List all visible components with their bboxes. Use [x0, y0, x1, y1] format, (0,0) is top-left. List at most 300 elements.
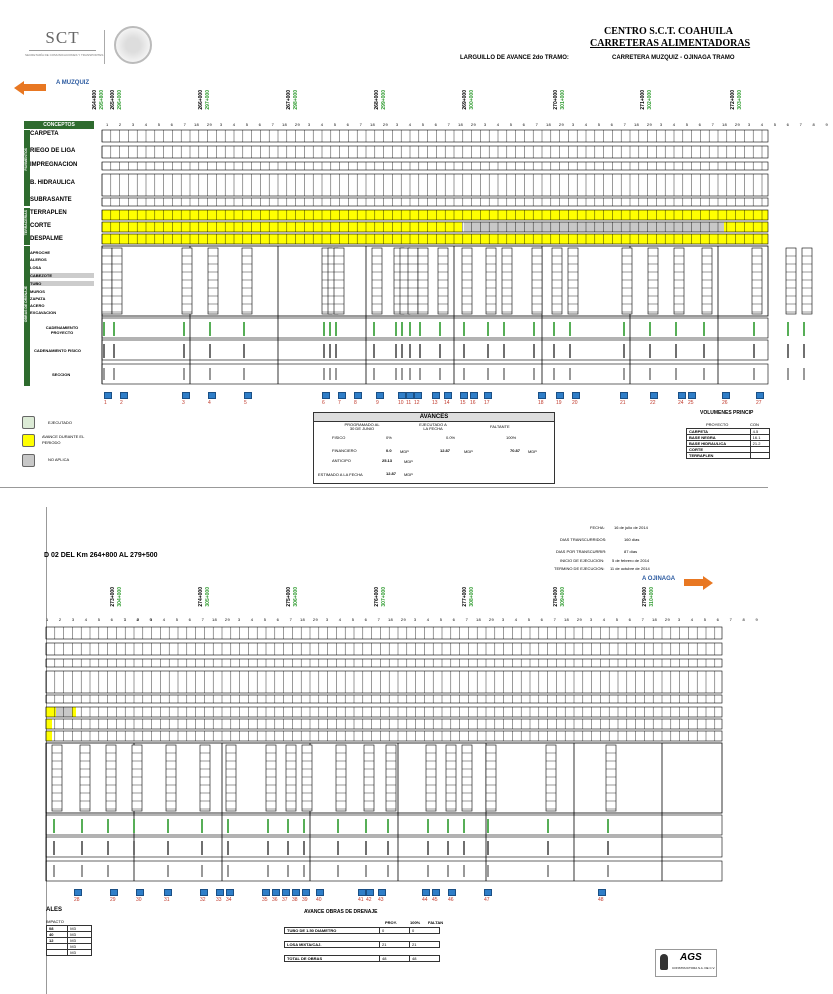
- obra-marker-icon: [460, 392, 468, 399]
- termino-label: TERMINO DE EJECUCION:: [554, 566, 605, 571]
- obra-marker-icon: [406, 392, 414, 399]
- obra-number: 34: [226, 897, 232, 903]
- obra-marker-icon: [414, 392, 422, 399]
- grid-row: [102, 198, 768, 206]
- km-black: 265+000: [110, 90, 116, 110]
- obra-marker-icon: [110, 889, 118, 896]
- vol2-a: [47, 950, 68, 956]
- obra-number: 1: [104, 400, 107, 406]
- drenaje-cabezote: CABEZOTE: [30, 273, 94, 278]
- km-label: [553, 90, 566, 110]
- obra-marker-icon: [398, 392, 406, 399]
- cad-proyecto-label: CADENAMIENTO PROYECTO: [45, 325, 79, 335]
- financiero-label: FINANCIERO: [332, 448, 357, 453]
- direction-left-label: A MUZQUIZ: [56, 80, 90, 86]
- obra-number: 41: [358, 897, 364, 903]
- obra-marker-icon: [136, 889, 144, 896]
- km-green: 310+000: [649, 587, 655, 607]
- fecha-val: 16 de julio de 2014: [614, 525, 648, 530]
- legend-avance-swatch: [22, 434, 35, 447]
- dept-title: CARRETERAS ALIMENTADORAS: [590, 38, 751, 49]
- subtick-labels: 1 2 3 4 5 6 7 8 9: [300, 617, 411, 622]
- concept-despalme: DESPALME: [30, 236, 63, 242]
- km-label: [286, 587, 299, 607]
- volumenes-title-cont: ALES: [46, 907, 63, 913]
- left-arrow-icon: [14, 81, 24, 95]
- obra-marker-icon: [756, 392, 764, 399]
- dren-b: 21: [410, 942, 440, 948]
- obra-marker-icon: [208, 392, 216, 399]
- obra-marker-icon: [422, 889, 430, 896]
- fisico-ejec: 0.0%: [446, 435, 456, 440]
- km-green: 300+000: [469, 90, 475, 110]
- obra-number: 25: [688, 400, 694, 406]
- progress-fill-grey: [56, 707, 72, 717]
- obra-number: 13: [432, 400, 438, 406]
- obra-marker-icon: [722, 392, 730, 399]
- obra-number: 45: [432, 897, 438, 903]
- km-label: [730, 90, 743, 110]
- dias-falt-val: 87 días: [624, 549, 638, 554]
- grid-row: [102, 146, 768, 158]
- obra-number: 8: [354, 400, 357, 406]
- obra-number: 20: [572, 400, 578, 406]
- volumenes-col-con: CON: [750, 422, 759, 427]
- km-green: 296+000: [117, 90, 123, 110]
- obra-number: 26: [722, 400, 728, 406]
- dren-a: 21: [380, 942, 410, 948]
- seccion-row: [46, 861, 722, 881]
- obra-number: 11: [406, 400, 412, 406]
- obra-number: 14: [444, 400, 450, 406]
- grid-row: [46, 671, 722, 693]
- obra-marker-icon: [572, 392, 580, 399]
- volumenes-col-impacto: IMPACTO: [46, 919, 64, 924]
- km-black: 276+000: [374, 587, 380, 607]
- conceptos-header: CONCEPTOS: [24, 121, 94, 129]
- grid-row: [46, 731, 722, 741]
- cad-fisico-row: [102, 340, 768, 360]
- obra-number: 27: [756, 400, 762, 406]
- company-helmet-icon: [660, 954, 668, 970]
- cad-fisico-row: [46, 837, 722, 857]
- obra-number: 48: [598, 897, 604, 903]
- dren-a: 48: [380, 956, 410, 962]
- obra-number: 37: [282, 897, 288, 903]
- km-black: 272+000: [730, 90, 736, 110]
- vol-name: TERRAPLEN: [687, 453, 751, 459]
- progress-fill-yellow: [46, 719, 52, 729]
- legend-noaplica-swatch: [22, 454, 35, 467]
- drenaje-avance-title: AVANCE OBRAS DE DRENAJE: [304, 909, 378, 915]
- obra-number: 19: [556, 400, 562, 406]
- tramo-continuation: D 02 DEL Km 264+800 AL 279+500: [44, 552, 158, 559]
- vol-name: BASE HIDRAULICA: [687, 441, 751, 447]
- dren-a: 0: [380, 928, 410, 934]
- drenaje-col-faltan: FALTAN: [428, 920, 444, 925]
- obra-number: 9: [376, 400, 379, 406]
- km-green: 302+000: [647, 90, 653, 110]
- sheet-page-2: [0, 497, 768, 994]
- vol-val: [750, 453, 769, 459]
- subtick-labels: 1 2 3 4 5 6 7 8 9: [388, 617, 499, 622]
- subtick-labels: 1 2 3 4 5 6 7 8 9: [652, 617, 763, 622]
- right-arrow-bar: [684, 579, 704, 586]
- progress-grid: [24, 128, 768, 388]
- seccion-label: SECCION: [52, 372, 71, 377]
- vol-name: CARPETA: [687, 429, 751, 435]
- obra-marker-icon: [484, 392, 492, 399]
- dias-trans-label: DIAS TRANSCURRIDOS:: [560, 537, 607, 542]
- drenaje-muros: MUROS: [30, 289, 45, 294]
- obra-marker-icon: [444, 392, 452, 399]
- subtick-labels: 1 2 3 4 5 6 7 8 9: [458, 122, 569, 127]
- obra-number: 29: [110, 897, 116, 903]
- drenaje-label: OBRAS DE DRENAJE: [24, 286, 28, 323]
- mexico-seal-icon: [114, 26, 152, 64]
- volumenes-col-proyecto: PROYECTO: [706, 422, 729, 427]
- concept-impregnacion: IMPREGNACION: [30, 162, 78, 168]
- km-black: 274+000: [198, 587, 204, 607]
- subtick-labels: 1 2 3 4 5 6 7 8 9: [370, 122, 481, 127]
- obra-marker-icon: [182, 392, 190, 399]
- vol-val: 21.2: [750, 441, 769, 447]
- center-title: CENTRO S.C.T. COAHUILA: [604, 26, 733, 37]
- vol-val: 16.1: [750, 435, 769, 441]
- vol-name: CORTE: [687, 447, 751, 453]
- avances-title: AVANCES: [314, 413, 554, 422]
- dren-b: 48: [410, 956, 440, 962]
- table-row: [687, 453, 770, 459]
- carretera-title: CARRETERA MUZQUIZ - OJINAGA TRAMO: [612, 55, 735, 61]
- drenaje-acero: ACERO: [30, 303, 45, 308]
- obra-marker-icon: [484, 889, 492, 896]
- vol2-b: M3: [68, 950, 92, 956]
- financiero-prog: 0.0: [386, 448, 392, 453]
- drenaje-losa: LOSA: [30, 265, 42, 270]
- km-label: [462, 90, 475, 110]
- obra-marker-icon: [378, 889, 386, 896]
- anticipo-label: ANTICIPO: [332, 458, 351, 463]
- obra-marker-icon: [292, 889, 300, 896]
- progress-fill-yellow: [102, 234, 768, 244]
- km-black: 271+000: [640, 90, 646, 110]
- obra-number: 46: [448, 897, 454, 903]
- sct-logo-sub: SECRETARÍA DE COMUNICACIONES Y TRANSPORTES: [25, 53, 104, 57]
- progress-fill-yellow: [102, 222, 462, 232]
- km-green: 307+000: [381, 587, 387, 607]
- obra-marker-icon: [316, 889, 324, 896]
- vol-name: BASE NEGRA: [687, 435, 751, 441]
- subtick-labels: 1 2 3 4 5 6 7 8 9: [722, 122, 833, 127]
- avances-col1: PROGRAMADO AL 30 DE JUNIO: [344, 422, 380, 431]
- km-label: [110, 587, 123, 607]
- km-label: [642, 587, 655, 607]
- table-row-spacer: [285, 934, 440, 942]
- obra-number: 28: [74, 897, 80, 903]
- cad-proyecto-row: [102, 318, 768, 338]
- km-green: 295+800: [99, 90, 105, 110]
- km-black: 273+000: [110, 587, 116, 607]
- km-label: [640, 90, 653, 110]
- company-logo: [655, 949, 717, 977]
- km-green: 305+000: [205, 587, 211, 607]
- grid-row: [46, 719, 722, 729]
- subtick-labels: 1 2 3 4 5 6 7 8 9: [124, 617, 235, 622]
- anticipo-unit: MDP: [404, 459, 413, 464]
- obra-marker-icon: [678, 392, 686, 399]
- obra-marker-icon: [432, 889, 440, 896]
- grid-row: [46, 707, 722, 717]
- volumenes-table: [686, 428, 770, 459]
- obra-number: 7: [338, 400, 341, 406]
- vol2-a: 40: [47, 932, 68, 938]
- obra-marker-icon: [200, 889, 208, 896]
- km-label: [198, 587, 211, 607]
- obra-marker-icon: [376, 392, 384, 399]
- km-black: 266+000: [198, 90, 204, 110]
- progress-fill-yellow: [102, 210, 768, 220]
- obra-number: 33: [216, 897, 222, 903]
- concept-corte: CORTE: [30, 223, 51, 229]
- drenaje-col-100: 100%: [410, 920, 421, 925]
- progress-grid: [46, 625, 722, 885]
- pavimentos-label: PAVIMENTOS: [24, 148, 28, 171]
- company-sub: CONSTRUCTORA S.A. DE C.V.: [672, 966, 716, 970]
- obra-marker-icon: [620, 392, 628, 399]
- km-black: 267+000: [286, 90, 292, 110]
- subtick-labels: 1 2 3 4 5 6 7 8 9: [212, 617, 323, 622]
- obra-marker-icon: [104, 392, 112, 399]
- divider-line: [104, 30, 105, 64]
- vol2-b: M3: [68, 926, 92, 932]
- legend-avance: AVANCE DURANTE EL PERIODO: [42, 434, 85, 445]
- obra-number: 24: [678, 400, 684, 406]
- obra-number: 16: [470, 400, 476, 406]
- dren-name: TUBO DE 1.50 DIAMETRO: [285, 928, 380, 934]
- obra-marker-icon: [432, 392, 440, 399]
- obra-marker-icon: [164, 889, 172, 896]
- obra-marker-icon: [448, 889, 456, 896]
- obra-marker-icon: [354, 392, 362, 399]
- obra-number: 2: [120, 400, 123, 406]
- dias-trans-val: 160 días: [624, 537, 640, 542]
- km-black: 270+000: [553, 90, 559, 110]
- vol2-a: 08: [47, 926, 68, 932]
- obra-marker-icon: [272, 889, 280, 896]
- vol-val: 4.5: [750, 429, 769, 435]
- km-label: [374, 90, 387, 110]
- progress-fill-yellow: [46, 731, 52, 741]
- obra-number: 22: [650, 400, 656, 406]
- obra-number: 36: [272, 897, 278, 903]
- grid-row: [46, 627, 722, 639]
- progress-fill-yellow: [524, 210, 604, 220]
- km-black: 275+000: [286, 587, 292, 607]
- obra-number: 10: [398, 400, 404, 406]
- volumenes-table-cont: [46, 925, 92, 956]
- financiero-ejec-unit: MDP: [464, 449, 473, 454]
- obra-number: 17: [484, 400, 490, 406]
- estimado-label: ESTIMADO A LA FECHA: [318, 472, 363, 477]
- obra-number: 30: [136, 897, 142, 903]
- avances-col2: EJECUTADO A LA FECHA: [419, 422, 447, 431]
- fecha-label: FECHA:: [590, 525, 605, 530]
- right-arrow-icon: [703, 576, 713, 590]
- drenaje-aproche: APROCHE: [30, 250, 51, 255]
- obra-number: 38: [292, 897, 298, 903]
- drenaje-avance-table: [284, 927, 440, 962]
- km-label: [374, 587, 387, 607]
- table-row: [47, 950, 92, 956]
- km-label: [110, 90, 123, 110]
- km-label: [198, 90, 211, 110]
- cad-proyecto-row: [46, 815, 722, 835]
- obra-marker-icon: [282, 889, 290, 896]
- estimado-val: 12.87: [386, 471, 397, 476]
- drenaje-aleros: ALEROS: [30, 257, 47, 262]
- obra-marker-icon: [322, 392, 330, 399]
- vol2-b: M3: [68, 944, 92, 950]
- obra-number: 42: [366, 897, 372, 903]
- dren-b: 0: [410, 928, 440, 934]
- grid-row: [46, 643, 722, 655]
- concept-b-hidraulica: B. HIDRAULICA: [30, 180, 75, 186]
- obra-marker-icon: [120, 392, 128, 399]
- drenaje-zapata: ZAPATA: [30, 296, 46, 301]
- obra-number: 5: [244, 400, 247, 406]
- subtick-labels: 1 2 3 4 5 6 7 8 9: [634, 122, 745, 127]
- fisico-prog: 0%: [386, 435, 392, 440]
- obra-number: 3: [182, 400, 185, 406]
- direction-right-label: A OJINAGA: [642, 576, 676, 582]
- obra-number: 12: [414, 400, 420, 406]
- cad-fisico-label: CADENAMIENTO FISICO: [34, 348, 82, 353]
- obra-marker-icon: [650, 392, 658, 399]
- obra-marker-icon: [74, 889, 82, 896]
- km-black: 268+000: [374, 90, 380, 110]
- fisico-falt: 100%: [506, 435, 517, 440]
- km-label: [462, 587, 475, 607]
- grid-row: [102, 174, 768, 196]
- financiero-prog-unit: MDP: [400, 449, 409, 454]
- km-black: 264+800: [92, 90, 98, 110]
- financiero-falt: 70.87: [510, 448, 521, 453]
- obra-marker-icon: [216, 889, 224, 896]
- estimado-unit: MDP: [404, 472, 413, 477]
- obra-marker-icon: [302, 889, 310, 896]
- concept-carpeta: CARPETA: [30, 131, 59, 137]
- obra-number: 39: [302, 897, 308, 903]
- obra-marker-icon: [338, 392, 346, 399]
- obra-marker-icon: [538, 392, 546, 399]
- dren-name: LOSA MIXTA/CAJ.: [285, 942, 380, 948]
- legend-ejecutado: EJECUTADO: [48, 420, 72, 425]
- inicio-val: 5 de febrero de 2014: [612, 558, 650, 563]
- legend-ejecutado-swatch: [22, 416, 35, 429]
- obra-marker-icon: [366, 889, 374, 896]
- obra-number: 18: [538, 400, 544, 406]
- obra-number: 31: [164, 897, 170, 903]
- progress-fill-yellow: [724, 222, 768, 232]
- km-green: 301+000: [560, 90, 566, 110]
- grid-row: [102, 130, 768, 142]
- obra-number: 21: [620, 400, 626, 406]
- subtick-labels: 1 2 3 4 5 6 7 8 9: [194, 122, 305, 127]
- km-label: [92, 90, 105, 110]
- obra-number: 35: [262, 897, 268, 903]
- km-green: 304+000: [117, 587, 123, 607]
- inicio-label: INICIO DE EJECUCION:: [560, 558, 605, 563]
- km-green: 306+000: [293, 587, 299, 607]
- anticipo-val: 25.13: [382, 458, 393, 463]
- company-name: AGS: [680, 952, 702, 963]
- dias-falt-label: DIAS POR TRANSCURRIR:: [556, 549, 607, 554]
- km-label: [286, 90, 299, 110]
- obra-number: 15: [460, 400, 466, 406]
- concept-terraplen: TERRAPLEN: [30, 210, 67, 216]
- larguillo-title: LARGUILLO DE AVANCE 2do TRAMO:: [460, 55, 569, 61]
- vol2-a: 12: [47, 938, 68, 944]
- km-green: 298+000: [293, 90, 299, 110]
- left-arrow-bar: [24, 84, 46, 91]
- financiero-ejec: 12.87: [440, 448, 451, 453]
- obra-number: 4: [208, 400, 211, 406]
- subtick-labels: 1 2 3 4 5 6 7 8 9: [476, 617, 587, 622]
- sct-logo-text: SCT: [45, 28, 80, 47]
- obra-number: 40: [316, 897, 322, 903]
- subtick-labels: 1 2 3 4 5 6 7 8 9: [46, 617, 157, 622]
- vol2-b: M3: [68, 938, 92, 944]
- drenaje-tubo: TUBO: [30, 281, 94, 286]
- sct-logo: [25, 28, 104, 64]
- obra-marker-icon: [244, 392, 252, 399]
- avances-box: [313, 412, 555, 484]
- legend-noaplica: NO APLICA: [48, 457, 70, 462]
- obra-marker-icon: [556, 392, 564, 399]
- km-black: 279+000: [642, 587, 648, 607]
- volumenes-title: VOLUMENES PRINCIP: [700, 410, 754, 416]
- subtick-labels: 1 2 3 4 5 6 7 8 9: [546, 122, 657, 127]
- obra-number: 44: [422, 897, 428, 903]
- dren-name: TOTAL DE OBRAS: [285, 956, 380, 962]
- drenaje-block: [46, 743, 722, 813]
- km-black: 278+000: [553, 587, 559, 607]
- financiero-falt-unit: MDP: [528, 449, 537, 454]
- obra-marker-icon: [358, 889, 366, 896]
- progress-fill-grey: [464, 222, 724, 232]
- grid-row: [46, 695, 722, 703]
- termino-val: 11 de octubre de 2014: [610, 566, 650, 571]
- obra-marker-icon: [226, 889, 234, 896]
- km-black: 269+000: [462, 90, 468, 110]
- subtick-labels: 1 2 3 4 5 6 7 8 9: [564, 617, 675, 622]
- km-black: 277+000: [462, 587, 468, 607]
- drenaje-excavacion: EXCAVACION: [30, 310, 57, 315]
- seccion-row: [102, 364, 768, 384]
- sheet-page-1: [0, 0, 833, 488]
- table-row: [285, 956, 440, 962]
- km-green: 303+000: [737, 90, 743, 110]
- grid-row: [46, 659, 722, 667]
- subtick-labels: 1 2 3 4 5 6 7 8 9: [282, 122, 393, 127]
- terracerias-label: TERRACERIAS: [24, 210, 28, 236]
- obra-number: 47: [484, 897, 490, 903]
- grid-row: [102, 162, 768, 170]
- km-green: 297+000: [205, 90, 211, 110]
- obra-marker-icon: [262, 889, 270, 896]
- vol2-b: M3: [68, 932, 92, 938]
